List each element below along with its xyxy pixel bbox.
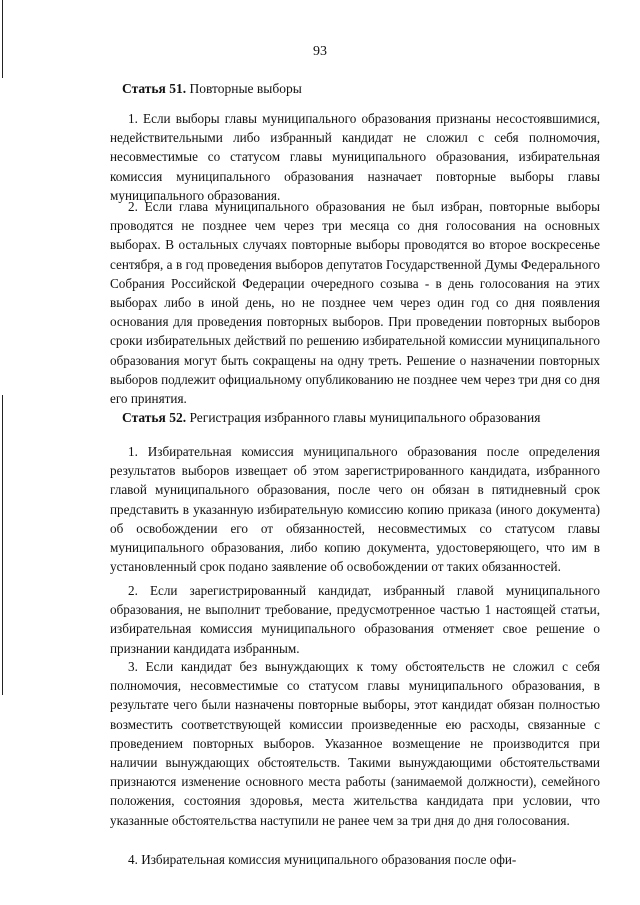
article-52-label: Статья 52. — [122, 410, 187, 425]
page-number: 93 — [313, 44, 327, 59]
article-51-label: Статья 51. — [122, 81, 187, 96]
article-51-paragraph-1: 1. Если выборы главы муниципального образования признаны несостоявшимися, недействительными либо избранный кандидат не сложил с себя полномочия, несовместимые со статусом главы муниципального образования, избирательная комиссия муниципального образования назначает повторные выборы главы муниципального образования. — [110, 111, 600, 203]
article-52-heading — [122, 410, 540, 426]
article-52-paragraph-3: 3. Если кандидат без вынуждающих к тому обстоятельств не сложил с себя полномочия, несовместимые со статусом главы муниципального образования, в результате чего были назначены повторные выборы, этот кандидат обязан полностью возместить соответствующей комиссии произведенные ею расходы, связанные с проведением повторных выборов. Указанное возмещение не производится при наличии вынуждающих обстоятельств. Такими вынуждающими обстоятельствами признаются изменение основного места работы (занимаемой должности), семейного положения, состояния здоровья, места жительства кандидата при условии, что указанные обстоятельства наступили не ранее чем за три дня до дня голосования. — [110, 659, 600, 828]
article-51-heading — [122, 81, 302, 97]
article-51-paragraph-2: 2. Если глава муниципального образования не был избран, повторные выборы проводятся не позднее чем через три месяца со дня голосования на основных выборах. В остальных случаях повторные выборы проводятся во второе воскресенье сентября, а в год проведения выборов депутатов Государственной Думы Федерального Собрания Российской Федерации очередного созыва - в день голосования на этих выборах либо в иной день, но не позднее чем через один год со дня появления основания для проведения повторных выборов. При проведении повторных выборов сроки избирательных действий по решению избирательной комиссии муниципального образования могут быть сокращены на одну треть. Решение о назначении повторных выборов подлежит официальному опубликованию не позднее чем через три дня со дня его принятия. — [110, 199, 600, 407]
article-51-title: Повторные выборы — [189, 81, 302, 96]
article-52-paragraph-2: 2. Если зарегистрированный кандидат, избранный главой муниципального образования, не выполнит требование, предусмотренное частью 1 настоящей статьи, избирательная комиссия муниципального образования отменяет свое решение о признании кандидата избранным. — [110, 583, 600, 656]
article-52-paragraph-1: 1. Избирательная комиссия муниципального образования после определения результатов выборов извещает об этом зарегистрированного кандидата, избранного главой муниципального образования, после чего он обязан в пятидневный срок представить в указанную избирательную комиссию копию приказа (иного документа) об освобождении его от обязанностей, несовместимых со статусом главы муниципального образования, либо копию документа, удостоверяющего, что им в установленный срок подано заявление об освобождении от таких обязанностей. — [110, 444, 600, 575]
article-52-paragraph-4: 4. Избирательная комиссия муниципального образования после офи- — [128, 852, 517, 867]
article-52-title: Регистрация избранного главы муниципального образования — [189, 410, 541, 425]
